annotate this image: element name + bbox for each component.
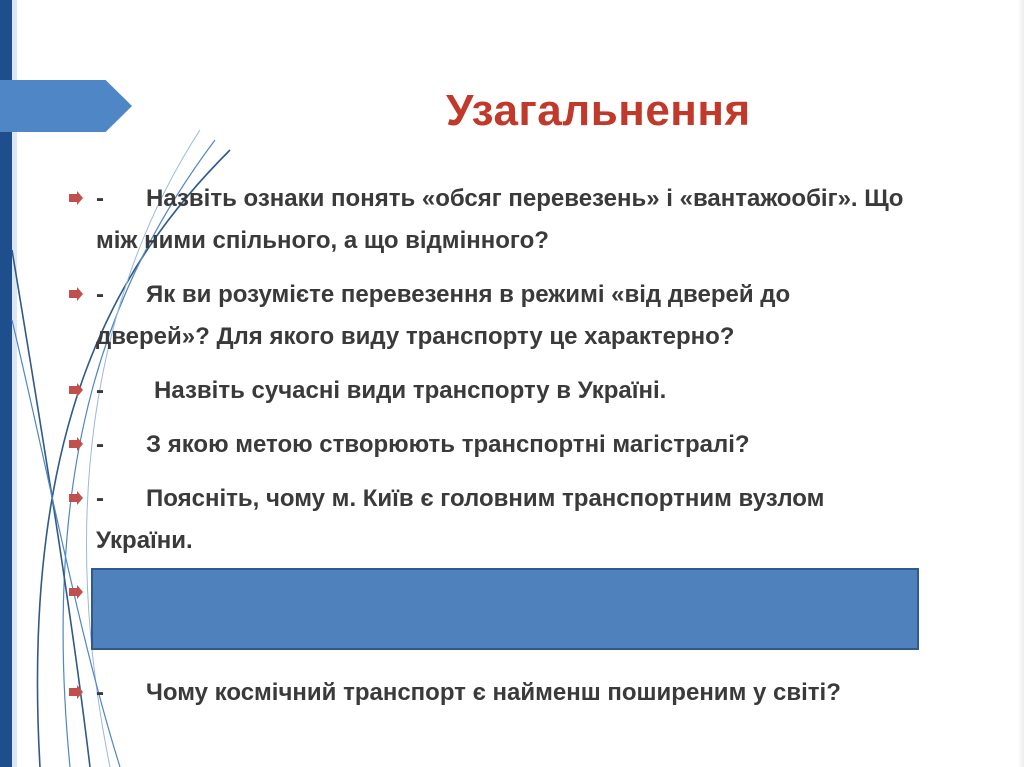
list-item-text: Чому космічний транспорт є найменш поширеним у світі? [146, 679, 841, 706]
arrow-bullet-icon [68, 584, 84, 600]
bullet-dash: - [96, 185, 104, 212]
bullet-dash: - [96, 485, 104, 512]
list-item-text: З якою метою створюють транспортні магістралі? [146, 431, 750, 458]
list-item-text: Назвіть ознаки понять «обсяг перевезень» і «вантажообіг». Що [146, 185, 904, 212]
bullet-dash: - [96, 431, 104, 458]
list-item [68, 424, 958, 466]
arrow-bullet-icon [68, 286, 84, 302]
arrow-bullet-icon [68, 382, 84, 398]
bullet-dash: - [96, 281, 104, 308]
list-item-text: України. [96, 527, 193, 554]
list-item [68, 178, 958, 262]
list-item [68, 478, 958, 562]
slide-title: Узагальнення [446, 86, 751, 135]
arrow-bullet-icon [68, 190, 84, 206]
bullet-dash: - [96, 679, 104, 706]
list-item [68, 274, 958, 358]
list-item [68, 672, 958, 714]
arrow-bullet-icon [68, 490, 84, 506]
arrow-bullet-icon [68, 684, 84, 700]
list-item-text: Поясніть, чому м. Київ є головним транспортним вузлом [146, 485, 825, 512]
list-item-text: Назвіть сучасні види транспорту в Україні. [154, 377, 667, 404]
list-item-text: Як ви розумієте перевезення в режимі «від дверей до [146, 281, 791, 308]
list-item-text: між ними спільного, а що відмінного? [96, 227, 549, 254]
answer-cover-box[interactable] [91, 568, 919, 650]
list-item [68, 370, 958, 412]
arrow-bullet-icon [68, 436, 84, 452]
list-item-text: дверей»? Для якого виду транспорту це характерно? [96, 323, 735, 350]
bullet-dash: - [96, 377, 104, 404]
